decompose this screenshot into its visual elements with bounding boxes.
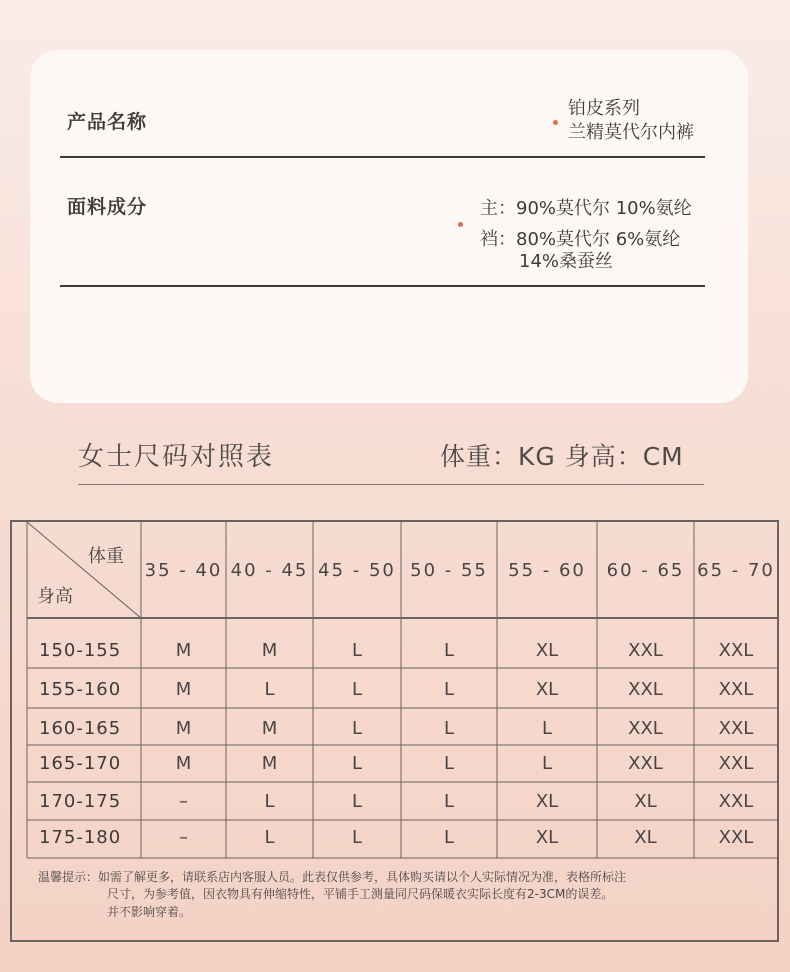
- size-cell: L: [264, 827, 275, 848]
- note-line: 并不影响穿着。: [107, 905, 192, 919]
- size-chart-title: 女士尺码对照表: [78, 442, 275, 472]
- size-cell: M: [261, 753, 278, 774]
- size-cell: XL: [535, 640, 559, 661]
- weight-range-header: 40 - 45: [230, 560, 309, 581]
- size-cell: XL: [535, 827, 559, 848]
- weight-range-header: 60 - 65: [606, 560, 685, 581]
- size-cell: –: [179, 791, 188, 812]
- size-cell: XXL: [718, 827, 754, 848]
- size-cell: XXL: [628, 640, 663, 661]
- product-name-line-1: 铂皮系列: [568, 98, 640, 119]
- size-cell: XL: [535, 791, 559, 812]
- size-cell: L: [351, 679, 363, 700]
- product-info-card: [30, 50, 748, 403]
- size-cell: XXL: [718, 640, 754, 661]
- fabric-line-3: 14%桑蚕丝: [519, 251, 614, 272]
- size-cell: XXL: [628, 753, 663, 774]
- size-cell: L: [264, 679, 275, 700]
- weight-range-header: 45 - 50: [318, 560, 396, 581]
- size-cell: XL: [634, 827, 657, 848]
- size-cell: L: [443, 679, 455, 700]
- size-cell: L: [541, 753, 553, 774]
- fabric-label: 面料成分: [67, 196, 148, 218]
- size-cell: XL: [535, 679, 559, 700]
- weight-range-header: 65 - 70: [697, 560, 775, 581]
- bullet-dot: [458, 222, 463, 227]
- weight-range-header: 50 - 55: [410, 560, 488, 581]
- size-cell: XXL: [718, 718, 754, 739]
- size-table: [10, 520, 779, 942]
- size-cell: L: [264, 791, 275, 812]
- height-range-cell: 175-180: [39, 827, 122, 848]
- size-cell: XXL: [718, 679, 754, 700]
- note-line: 温馨提示：如需了解更多，请联系店内客服人员。此表仅供参考，具体购买请以个人实际情况为准，表格所标注: [38, 870, 627, 884]
- size-cell: XXL: [718, 753, 754, 774]
- weight-range-header: 55 - 60: [508, 560, 586, 581]
- bullet-dot: [553, 120, 558, 125]
- size-cell: L: [443, 827, 455, 848]
- size-cell: M: [261, 718, 278, 739]
- size-cell: L: [351, 791, 363, 812]
- size-cell: L: [351, 640, 363, 661]
- size-chart-units: 体重：KG 身高：CM: [440, 442, 684, 471]
- height-range-cell: 150-155: [39, 640, 122, 661]
- size-cell: L: [351, 827, 363, 848]
- size-cell: L: [443, 791, 455, 812]
- size-cell: L: [541, 718, 553, 739]
- size-cell: L: [443, 718, 455, 739]
- size-cell: L: [443, 753, 455, 774]
- corner-height-label: 身高: [37, 586, 73, 607]
- divider-rule: [60, 156, 705, 158]
- size-cell: XXL: [718, 791, 754, 812]
- height-range-cell: 170-175: [39, 791, 122, 812]
- fabric-line-1: 主：90%莫代尔 10%氨纶: [480, 198, 692, 219]
- size-cell: M: [175, 753, 192, 774]
- size-cell: M: [261, 640, 278, 661]
- height-range-cell: 155-160: [39, 679, 122, 700]
- divider-rule: [60, 285, 705, 287]
- size-cell: L: [351, 718, 363, 739]
- size-cell: XXL: [628, 718, 663, 739]
- height-range-cell: 165-170: [39, 753, 122, 774]
- size-cell: –: [179, 827, 188, 848]
- size-cell: XXL: [628, 679, 663, 700]
- corner-weight-label: 体重: [88, 546, 124, 567]
- note-line: 尺寸，为参考值，因衣物具有伸缩特性，平铺手工测量同尺码保暖衣实际长度有2-3CM的误差。: [107, 887, 614, 901]
- size-cell: M: [175, 640, 192, 661]
- size-cell: L: [443, 640, 455, 661]
- heading-underline: [78, 484, 704, 485]
- size-cell: M: [175, 718, 192, 739]
- fabric-line-2: 裆：80%莫代尔 6%氨纶: [480, 229, 681, 250]
- product-name-label: 产品名称: [67, 111, 148, 133]
- product-name-line-2: 兰精莫代尔内裤: [568, 122, 694, 143]
- height-range-cell: 160-165: [39, 718, 122, 739]
- size-cell: L: [351, 753, 363, 774]
- size-cell: XL: [634, 791, 657, 812]
- size-cell: M: [175, 679, 192, 700]
- weight-range-header: 35 - 40: [144, 560, 223, 581]
